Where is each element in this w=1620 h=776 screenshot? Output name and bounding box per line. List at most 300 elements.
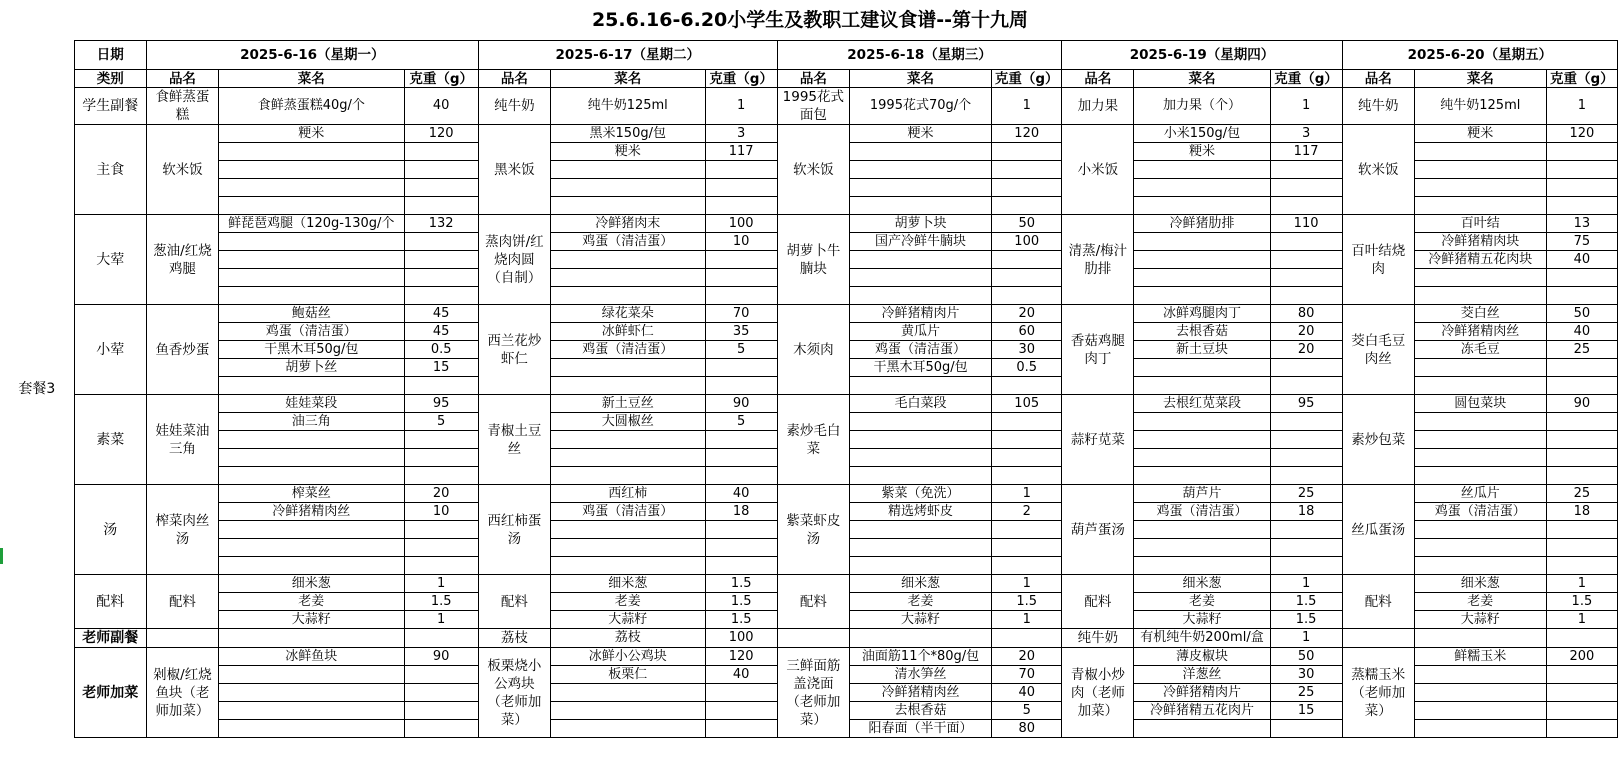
category-label: 类别: [74, 70, 146, 88]
ingredient-name: [849, 161, 991, 179]
ingredient-weight: [705, 161, 777, 179]
dish-name: 西红柿蛋汤: [478, 485, 550, 575]
ingredient-weight: 1: [404, 611, 478, 629]
day-header: 2025-6-17（星期二）: [478, 41, 777, 70]
ingredient-name: [219, 629, 405, 648]
ingredient-name: 薄皮椒块: [1134, 648, 1270, 666]
ingredient-weight: 100: [705, 215, 777, 233]
ingredient-name: [550, 251, 705, 269]
ingredient-name: 新土豆丝: [550, 395, 705, 413]
ingredient-name: [849, 431, 991, 449]
ingredient-weight: [705, 521, 777, 539]
ingredient-weight: [1546, 359, 1617, 377]
ingredient-weight: [404, 269, 478, 287]
ingredient-name: 板栗仁: [550, 666, 705, 684]
ingredient-weight: 117: [1270, 143, 1342, 161]
ingredient-weight: [1546, 413, 1617, 431]
weight-label: 克重（g）: [1270, 70, 1342, 88]
ingredient-weight: 20: [404, 485, 478, 503]
ingredient-weight: 60: [992, 323, 1062, 341]
table-row: [0, 305, 1618, 323]
ingredient-weight: [1270, 377, 1342, 395]
ingredient-name: [550, 557, 705, 575]
ingredient-weight: [404, 684, 478, 702]
dish-name: [1342, 629, 1414, 648]
ingredient-name: [1134, 449, 1270, 467]
ingredient-weight: 95: [404, 395, 478, 413]
ingredient-name: [1414, 269, 1546, 287]
ingredient-name: [1134, 359, 1270, 377]
ingredient-weight: 35: [705, 323, 777, 341]
ingredient-name: [219, 449, 405, 467]
ingredient-label: 菜名: [550, 70, 705, 88]
ingredient-name: 百叶结: [1414, 215, 1546, 233]
ingredient-weight: 120: [404, 125, 478, 143]
ingredient-name: [1414, 431, 1546, 449]
ingredient-name: [1134, 521, 1270, 539]
ingredient-name: 胡萝卜丝: [219, 359, 405, 377]
ingredient-weight: 0.5: [404, 341, 478, 359]
ingredient-weight: 45: [404, 305, 478, 323]
ingredient-weight: [1546, 702, 1617, 720]
ingredient-weight: 30: [1270, 666, 1342, 684]
ingredient-weight: [1546, 161, 1617, 179]
ingredient-weight: [1270, 197, 1342, 215]
ingredient-weight: 1.5: [404, 593, 478, 611]
ingredient-name: 细米葱: [849, 575, 991, 593]
ingredient-name: [849, 197, 991, 215]
ingredient-weight: 80: [992, 720, 1062, 738]
ingredient-name: [1414, 702, 1546, 720]
ingredient-name: 去根香菇: [849, 702, 991, 720]
ingredient-name: [1134, 269, 1270, 287]
ingredient-name: [1414, 377, 1546, 395]
ingredient-weight: [992, 251, 1062, 269]
ingredient-weight: 25: [1270, 684, 1342, 702]
ingredient-name: 冰鲜小公鸡块: [550, 648, 705, 666]
ingredient-weight: [404, 179, 478, 197]
ingredient-weight: [705, 720, 777, 738]
ingredient-weight: [705, 377, 777, 395]
ingredient-name: 大蒜籽: [849, 611, 991, 629]
dish-name: 胡萝卜牛腩块: [777, 215, 849, 305]
weight-label: 克重（g）: [992, 70, 1062, 88]
day-header: 2025-6-18（星期三）: [777, 41, 1062, 70]
ingredient-name: [550, 359, 705, 377]
category-cell: 大荤: [74, 215, 146, 305]
ingredient-weight: [705, 467, 777, 485]
ingredient-name: [849, 269, 991, 287]
ingredient-weight: [1546, 467, 1617, 485]
ingredient-weight: [1546, 684, 1617, 702]
ingredient-name: [219, 720, 405, 738]
ingredient-name: [550, 720, 705, 738]
weight-label: 克重（g）: [1546, 70, 1617, 88]
ingredient-name: 油面筋11个*80g/包: [849, 648, 991, 666]
ingredient-name: [550, 539, 705, 557]
ingredient-weight: 1.5: [705, 611, 777, 629]
ingredient-name: 鸡蛋（清洁蛋）: [550, 233, 705, 251]
ingredient-name: [219, 179, 405, 197]
ingredient-name: 胡萝卜块: [849, 215, 991, 233]
ingredient-weight: 1: [992, 575, 1062, 593]
ingredient-weight: [992, 377, 1062, 395]
ingredient-name: 洋葱丝: [1134, 666, 1270, 684]
ingredient-name: [849, 413, 991, 431]
ingredient-weight: [404, 720, 478, 738]
ingredient-name: [849, 449, 991, 467]
header-date-row: [0, 41, 1618, 70]
ingredient-name: 鸡蛋（清洁蛋）: [849, 341, 991, 359]
ingredient-name: 冷鲜猪精肉块: [1414, 233, 1546, 251]
ingredient-name: [550, 684, 705, 702]
ingredient-name: [1414, 413, 1546, 431]
ingredient-weight: [1270, 179, 1342, 197]
dish-name: [146, 629, 218, 648]
ingredient-weight: [992, 413, 1062, 431]
ingredient-name: [219, 269, 405, 287]
ingredient-weight: 1.5: [1546, 593, 1617, 611]
ingredient-weight: [1546, 521, 1617, 539]
day-header: 2025-6-19（星期四）: [1062, 41, 1342, 70]
row-indicator-mark: [0, 548, 3, 564]
category-cell: 主食: [74, 125, 146, 215]
ingredient-name: [219, 557, 405, 575]
ingredient-weight: 1: [1546, 575, 1617, 593]
ingredient-weight: 1.5: [705, 593, 777, 611]
ingredient-name: [1414, 467, 1546, 485]
ingredient-name: 老姜: [550, 593, 705, 611]
ingredient-name: [1134, 720, 1270, 738]
ingredient-name: [219, 684, 405, 702]
ingredient-name: [1134, 161, 1270, 179]
ingredient-weight: [1546, 143, 1617, 161]
ingredient-weight: 40: [404, 88, 478, 125]
ingredient-name: 纯牛奶125ml: [550, 88, 705, 125]
ingredient-weight: 50: [1270, 648, 1342, 666]
ingredient-weight: [1546, 179, 1617, 197]
ingredient-name: [1134, 431, 1270, 449]
date-label: 日期: [74, 41, 146, 70]
ingredient-weight: [992, 179, 1062, 197]
ingredient-name: 冰鲜鱼块: [219, 648, 405, 666]
ingredient-name: 油三角: [219, 413, 405, 431]
ingredient-name: 小米150g/包: [1134, 125, 1270, 143]
weight-label: 克重（g）: [705, 70, 777, 88]
dish-label: 品名: [1342, 70, 1414, 88]
dish-name: 纯牛奶: [1062, 629, 1134, 648]
ingredient-weight: [992, 287, 1062, 305]
dish-name: 茭白毛豆肉丝: [1342, 305, 1414, 395]
ingredient-name: [219, 197, 405, 215]
ingredient-weight: 120: [705, 648, 777, 666]
ingredient-name: 冰鲜虾仁: [550, 323, 705, 341]
ingredient-weight: [404, 377, 478, 395]
ingredient-name: [550, 377, 705, 395]
ingredient-name: [1414, 161, 1546, 179]
ingredient-name: [219, 666, 405, 684]
ingredient-name: [849, 251, 991, 269]
ingredient-weight: [1270, 467, 1342, 485]
ingredient-name: 冷鲜猪精肉丝: [1414, 323, 1546, 341]
ingredient-name: 丝瓜片: [1414, 485, 1546, 503]
ingredient-weight: [1270, 359, 1342, 377]
ingredient-weight: 120: [1546, 125, 1617, 143]
ingredient-name: 干黑木耳50g/包: [219, 341, 405, 359]
ingredient-weight: [992, 197, 1062, 215]
ingredient-weight: [1270, 233, 1342, 251]
ingredient-weight: 18: [1546, 503, 1617, 521]
ingredient-weight: [992, 557, 1062, 575]
dish-name: 小米饭: [1062, 125, 1134, 215]
ingredient-weight: 1: [1270, 88, 1342, 125]
ingredient-name: [219, 377, 405, 395]
ingredient-weight: [705, 449, 777, 467]
dish-name: 蒜籽苋菜: [1062, 395, 1134, 485]
table-row: [0, 215, 1618, 233]
dish-name: 软米饭: [1342, 125, 1414, 215]
ingredient-weight: [1270, 269, 1342, 287]
page-title: 25.6.16-6.20小学生及教职工建议食谱--第十九周: [591, 9, 1029, 31]
ingredient-weight: 1: [404, 575, 478, 593]
ingredient-name: 绿花菜朵: [550, 305, 705, 323]
ingredient-name: [1134, 197, 1270, 215]
ingredient-weight: [992, 449, 1062, 467]
ingredient-name: [849, 557, 991, 575]
ingredient-weight: [1546, 287, 1617, 305]
dish-name: 香菇鸡腿肉丁: [1062, 305, 1134, 395]
ingredient-name: [219, 521, 405, 539]
ingredient-weight: [404, 143, 478, 161]
ingredient-name: 老姜: [1134, 593, 1270, 611]
dish-name: 配料: [777, 575, 849, 629]
ingredient-weight: 90: [1546, 395, 1617, 413]
ingredient-weight: [1546, 197, 1617, 215]
ingredient-weight: [992, 269, 1062, 287]
ingredient-weight: [404, 449, 478, 467]
ingredient-name: 冷鲜猪精肉丝: [849, 684, 991, 702]
ingredient-weight: [705, 431, 777, 449]
dish-name: 配料: [146, 575, 218, 629]
ingredient-name: [849, 521, 991, 539]
ingredient-name: 黑米150g/包: [550, 125, 705, 143]
ingredient-weight: 45: [404, 323, 478, 341]
ingredient-weight: 1: [1270, 629, 1342, 648]
ingredient-name: 细米葱: [550, 575, 705, 593]
dish-name: 三鲜面筋盖浇面（老师加菜）: [777, 648, 849, 738]
ingredient-name: [550, 467, 705, 485]
ingredient-weight: 105: [992, 395, 1062, 413]
ingredient-weight: [705, 684, 777, 702]
ingredient-name: [219, 287, 405, 305]
ingredient-name: 1995花式70g/个: [849, 88, 991, 125]
ingredient-weight: [404, 521, 478, 539]
dish-name: 鱼香炒蛋: [146, 305, 218, 395]
ingredient-weight: [404, 629, 478, 648]
ingredient-name: [1134, 287, 1270, 305]
ingredient-name: 冷鲜猪精肉片: [1134, 684, 1270, 702]
ingredient-weight: [404, 539, 478, 557]
ingredient-name: [1134, 377, 1270, 395]
ingredient-name: 细米葱: [219, 575, 405, 593]
ingredient-name: [1134, 233, 1270, 251]
dish-name: 软米饭: [146, 125, 218, 215]
ingredient-weight: [992, 431, 1062, 449]
ingredient-weight: [992, 629, 1062, 648]
dish-label: 品名: [777, 70, 849, 88]
ingredient-name: 鸡蛋（清洁蛋）: [1134, 503, 1270, 521]
ingredient-name: [219, 467, 405, 485]
ingredient-name: 鸡蛋（清洁蛋）: [1414, 503, 1546, 521]
ingredient-weight: [1546, 720, 1617, 738]
ingredient-weight: [705, 539, 777, 557]
dish-name: 青椒土豆丝: [478, 395, 550, 485]
ingredient-name: 国产冷鲜牛腩块: [849, 233, 991, 251]
ingredient-weight: 15: [1270, 702, 1342, 720]
ingredient-name: 新土豆块: [1134, 341, 1270, 359]
menu-table: [0, 40, 1618, 738]
ingredient-name: 鸡蛋（清洁蛋）: [219, 323, 405, 341]
dish-name: 软米饭: [777, 125, 849, 215]
ingredient-weight: 50: [1546, 305, 1617, 323]
ingredient-weight: 1: [1546, 611, 1617, 629]
dish-name: 剁椒/红烧鱼块（老师加菜）: [146, 648, 218, 738]
dish-name: 荔枝: [478, 629, 550, 648]
dish-name: 百叶结烧肉: [1342, 215, 1414, 305]
category-cell: 老师副餐: [74, 629, 146, 648]
ingredient-name: 大蒜籽: [550, 611, 705, 629]
ingredient-name: [219, 702, 405, 720]
dish-name: 清蒸/梅汁肋排: [1062, 215, 1134, 305]
ingredient-weight: [1270, 539, 1342, 557]
ingredient-name: [1414, 449, 1546, 467]
ingredient-weight: 90: [705, 395, 777, 413]
ingredient-weight: 10: [705, 233, 777, 251]
ingredient-weight: 15: [404, 359, 478, 377]
dish-name: 配料: [1342, 575, 1414, 629]
ingredient-weight: [404, 233, 478, 251]
ingredient-weight: 1: [992, 485, 1062, 503]
ingredient-name: 粳米: [550, 143, 705, 161]
ingredient-name: [1414, 143, 1546, 161]
ingredient-weight: 75: [1546, 233, 1617, 251]
ingredient-weight: 1: [1270, 575, 1342, 593]
ingredient-name: [1134, 539, 1270, 557]
ingredient-weight: 3: [705, 125, 777, 143]
ingredient-weight: 1: [705, 88, 777, 125]
ingredient-name: 食鲜蒸蛋糕40g/个: [219, 88, 405, 125]
dish-name: 素炒包菜: [1342, 395, 1414, 485]
ingredient-weight: 200: [1546, 648, 1617, 666]
ingredient-name: [550, 269, 705, 287]
ingredient-name: [550, 287, 705, 305]
ingredient-name: [1134, 251, 1270, 269]
ingredient-label: 菜名: [1414, 70, 1546, 88]
ingredient-weight: [1546, 539, 1617, 557]
ingredient-weight: [404, 197, 478, 215]
day-header: 2025-6-16（星期一）: [146, 41, 478, 70]
ingredient-name: [219, 539, 405, 557]
ingredient-name: [219, 431, 405, 449]
ingredient-label: 菜名: [219, 70, 405, 88]
ingredient-name: [219, 161, 405, 179]
ingredient-weight: 1: [1546, 88, 1617, 125]
ingredient-name: 细米葱: [1134, 575, 1270, 593]
dish-name: 板栗烧小公鸡块（老师加菜）: [478, 648, 550, 738]
category-cell: 素菜: [74, 395, 146, 485]
ingredient-weight: [404, 251, 478, 269]
ingredient-name: [1414, 629, 1546, 648]
ingredient-name: 榨菜丝: [219, 485, 405, 503]
ingredient-name: [1134, 557, 1270, 575]
ingredient-weight: [1546, 377, 1617, 395]
ingredient-name: [550, 702, 705, 720]
header-column-row: [0, 70, 1618, 88]
dish-name: [777, 629, 849, 648]
ingredient-weight: 117: [705, 143, 777, 161]
set-label: 套餐3: [0, 41, 74, 738]
ingredient-weight: 25: [1546, 341, 1617, 359]
ingredient-name: 大蒜籽: [1414, 611, 1546, 629]
ingredient-weight: 5: [992, 702, 1062, 720]
dish-name: 食鲜蒸蛋糕: [146, 88, 218, 125]
ingredient-label: 菜名: [849, 70, 991, 88]
ingredient-name: 粳米: [1134, 143, 1270, 161]
ingredient-weight: 120: [992, 125, 1062, 143]
dish-name: 黑米饭: [478, 125, 550, 215]
ingredient-weight: [705, 269, 777, 287]
ingredient-name: 冷鲜猪精肉片: [849, 305, 991, 323]
table-row: [0, 648, 1618, 666]
ingredient-label: 菜名: [1134, 70, 1270, 88]
ingredient-name: 冷鲜猪精五花肉块: [1414, 251, 1546, 269]
category-cell: 小荤: [74, 305, 146, 395]
ingredient-weight: 18: [705, 503, 777, 521]
ingredient-name: 去根红苋菜段: [1134, 395, 1270, 413]
ingredient-weight: [1546, 431, 1617, 449]
ingredient-weight: 20: [1270, 323, 1342, 341]
ingredient-name: 纯牛奶125ml: [1414, 88, 1546, 125]
ingredient-weight: [1270, 287, 1342, 305]
table-row: [0, 395, 1618, 413]
ingredient-weight: 100: [705, 629, 777, 648]
ingredient-weight: [404, 161, 478, 179]
ingredient-name: 冰鲜鸡腿肉丁: [1134, 305, 1270, 323]
ingredient-weight: 70: [992, 666, 1062, 684]
ingredient-name: [550, 161, 705, 179]
ingredient-weight: [1270, 431, 1342, 449]
ingredient-name: [1414, 179, 1546, 197]
ingredient-name: [849, 629, 991, 648]
ingredient-name: [550, 179, 705, 197]
ingredient-name: [849, 287, 991, 305]
ingredient-weight: 3: [1270, 125, 1342, 143]
ingredient-weight: 1.5: [1270, 611, 1342, 629]
dish-name: 木须肉: [777, 305, 849, 395]
dish-label: 品名: [478, 70, 550, 88]
ingredient-name: 大蒜籽: [219, 611, 405, 629]
ingredient-weight: 10: [404, 503, 478, 521]
ingredient-weight: 25: [1270, 485, 1342, 503]
ingredient-weight: 100: [992, 233, 1062, 251]
ingredient-weight: [404, 467, 478, 485]
dish-name: 素炒毛白菜: [777, 395, 849, 485]
ingredient-name: 冷鲜猪精肉丝: [219, 503, 405, 521]
ingredient-name: [849, 539, 991, 557]
ingredient-weight: 40: [992, 684, 1062, 702]
ingredient-name: 精选烤虾皮: [849, 503, 991, 521]
dish-name: 纯牛奶: [478, 88, 550, 125]
